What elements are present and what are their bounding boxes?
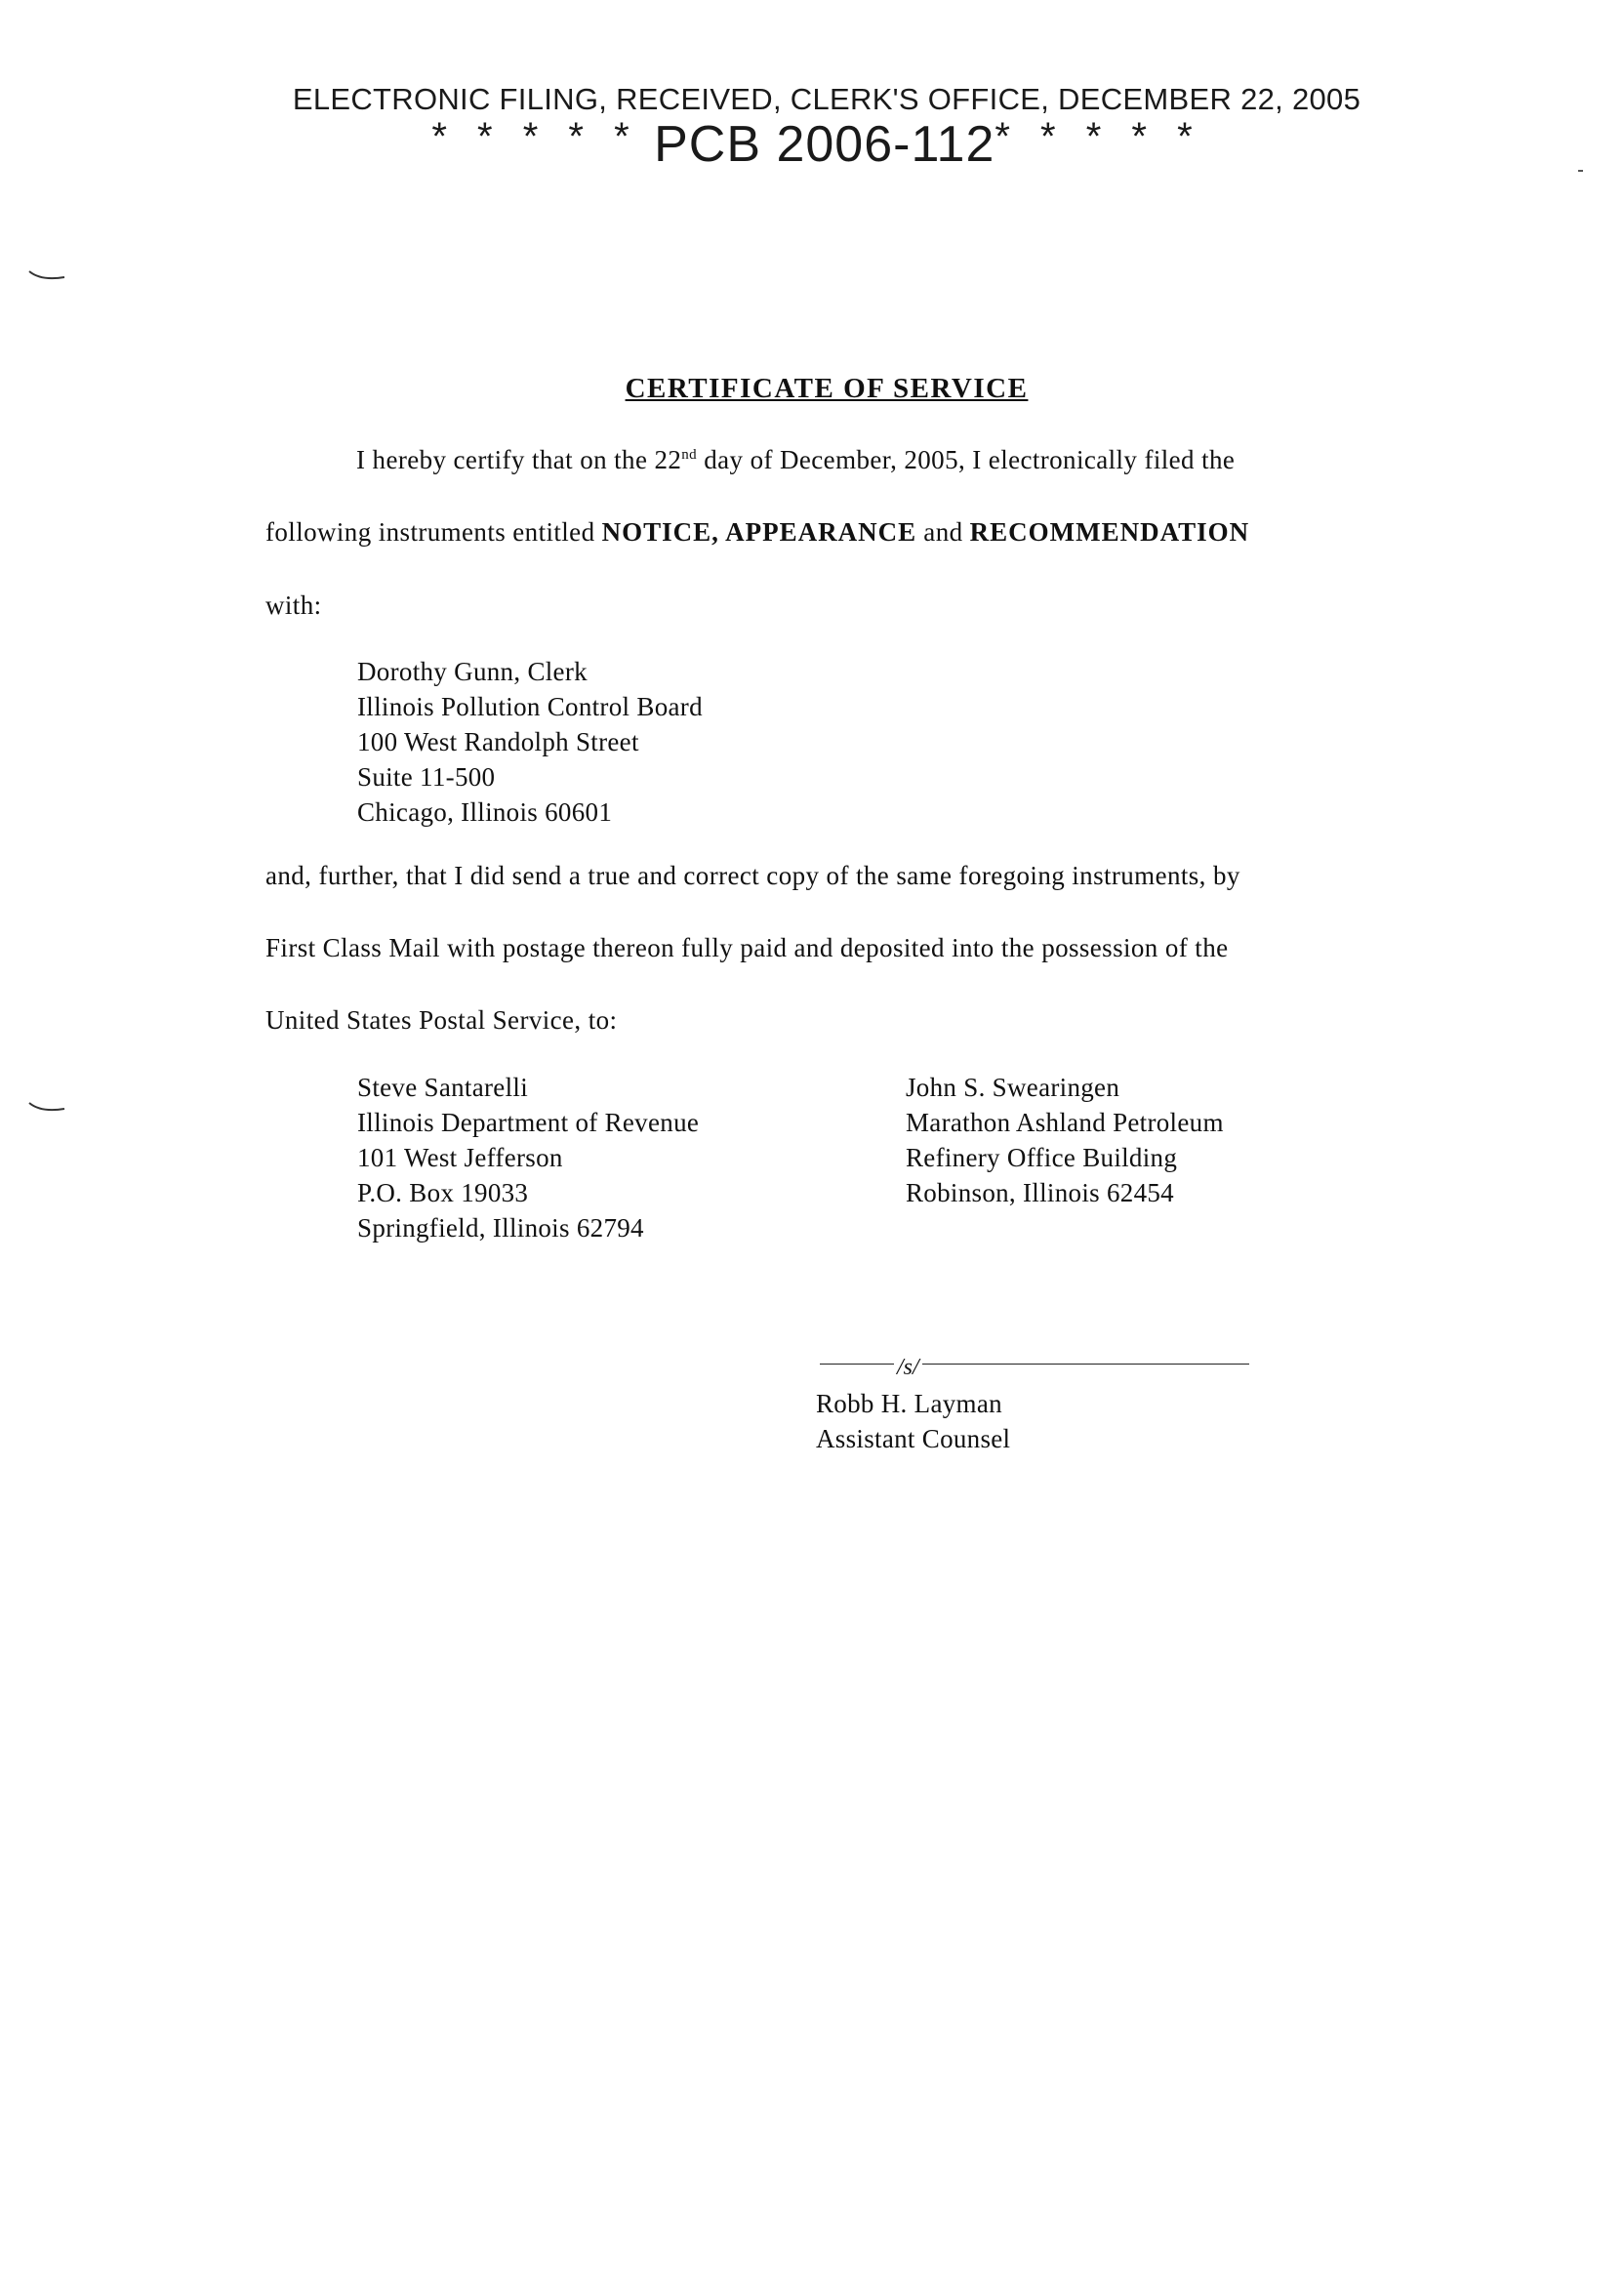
electronic-signature-mark: /s/ <box>894 1355 922 1381</box>
recipient1-name: Steve Santarelli <box>357 1073 528 1102</box>
recipient1-street: 101 West Jefferson <box>357 1143 563 1172</box>
instrument-titles: NOTICE, APPEARANCE <box>601 517 917 547</box>
certificate-title: CERTIFICATE OF SERVICE <box>625 373 1029 404</box>
scan-speck <box>1578 170 1583 172</box>
clerk-address-block <box>357 654 703 830</box>
signature-block <box>816 1386 1010 1456</box>
clerk-org: Illinois Pollution Control Board <box>357 692 703 721</box>
signer-title: Assistant Counsel <box>816 1424 1011 1453</box>
paragraph-line-4: and, further, that I did send a true and correct copy of the same foregoing instruments, by <box>265 861 1240 890</box>
stamp-stars-right: * * * * * <box>995 115 1202 158</box>
punch-hole-mark-top <box>27 269 66 283</box>
recipient1-org: Illinois Department of Revenue <box>357 1108 700 1137</box>
recipient-address-block-2 <box>906 1070 1224 1210</box>
stamp-stars-left: * * * * * <box>431 115 639 158</box>
instrument-title-recommendation: RECOMMENDATION <box>969 517 1250 547</box>
recipient2-name: John S. Swearingen <box>906 1073 1120 1102</box>
recipient1-city: Springfield, Illinois 62794 <box>357 1213 644 1243</box>
recipient-address-block-1 <box>357 1070 699 1245</box>
paragraph-line-5: First Class Mail with postage thereon fully paid and deposited into the possession of the <box>265 933 1229 962</box>
case-number-stamp <box>0 115 1624 174</box>
clerk-city: Chicago, Illinois 60601 <box>357 797 613 827</box>
signer-name: Robb H. Layman <box>816 1389 1002 1418</box>
case-number: PCB 2006-112 <box>654 116 995 173</box>
paragraph-line-1: I hereby certify that on the 22nd day of December, 2005, I electronically filed the <box>356 445 1236 474</box>
filing-stamp-line: ELECTRONIC FILING, RECEIVED, CLERK'S OFFICE, DECEMBER 22, 2005 <box>292 82 1361 116</box>
paragraph-line-6: United States Postal Service, to: <box>265 1005 618 1035</box>
punch-hole-mark-bottom <box>27 1101 66 1115</box>
clerk-street: 100 West Randolph Street <box>357 727 639 756</box>
recipient2-city: Robinson, Illinois 62454 <box>906 1178 1174 1207</box>
clerk-suite: Suite 11-500 <box>357 762 496 792</box>
ordinal-suffix: nd <box>681 447 698 463</box>
paragraph-line-3: with: <box>265 591 322 620</box>
recipient2-org: Marathon Ashland Petroleum <box>906 1108 1224 1137</box>
paragraph-line-2: following instruments entitled NOTICE, APPEARANCE and RECOMMENDATION <box>265 517 1250 547</box>
recipient2-building: Refinery Office Building <box>906 1143 1178 1172</box>
recipient1-box: P.O. Box 19033 <box>357 1178 529 1207</box>
clerk-name: Dorothy Gunn, Clerk <box>357 657 588 686</box>
signature-line <box>820 1364 1249 1365</box>
